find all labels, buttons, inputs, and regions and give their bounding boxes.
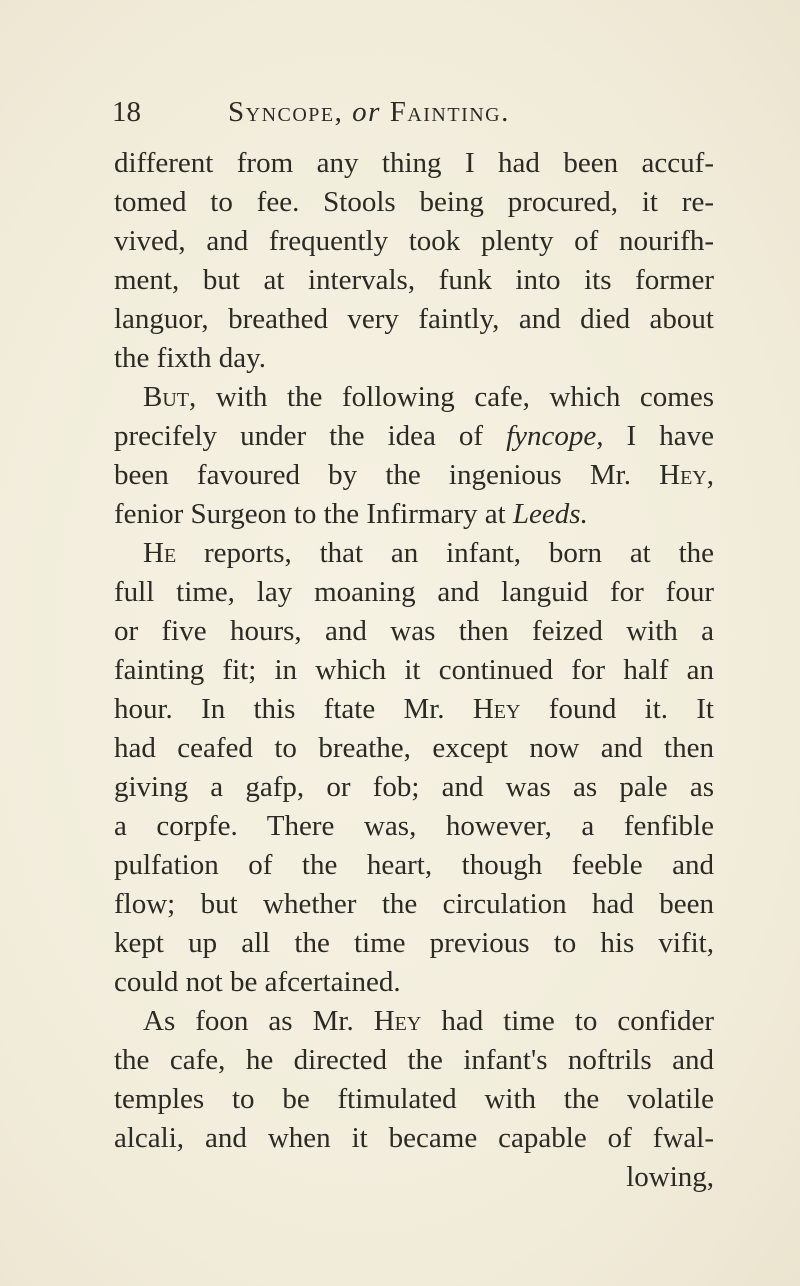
text-line: kept up all the time previous to his vifit, — [114, 927, 714, 959]
text-line: giving a gafp, or fob; and was as pale as — [114, 771, 714, 803]
text-line: had ceafed to breathe, except now and then — [114, 732, 714, 764]
text-line: full time, lay moaning and languid for four — [114, 576, 714, 608]
running-head-part1: Syncope, — [228, 96, 344, 128]
text-line: pulfation of the heart, though feeble and — [114, 849, 714, 881]
small-caps-word: Hey — [472, 693, 521, 725]
small-caps-word: Hey — [373, 1005, 422, 1037]
text-line: languor, breathed very faintly, and died about — [114, 303, 714, 335]
text-line: vived, and frequently took plenty of nourifh- — [114, 225, 714, 257]
text-line: could not be afcertained. — [114, 966, 401, 998]
text-line — [114, 456, 714, 495]
text-line: temples to be ftimulated with the volatile — [114, 1083, 714, 1115]
text-segment: with the following cafe, which comes — [196, 381, 714, 413]
text-segment: I have — [603, 420, 714, 452]
running-head-or: or — [352, 96, 381, 128]
text-line — [114, 378, 714, 417]
running-head-part2: Fainting. — [389, 96, 510, 128]
text-line: alcali, and when it became capable of fwal- — [114, 1122, 714, 1154]
text-segment: been favoured by the ingenious Mr. — [114, 459, 660, 491]
text-segment: reports, that an infant, born at the — [176, 537, 714, 569]
page-number: 18 — [112, 96, 141, 128]
italic-word: Leeds. — [512, 498, 588, 530]
text-line — [114, 1002, 714, 1041]
text-segment: As foon as Mr. — [143, 1005, 374, 1037]
page-header — [112, 96, 712, 136]
catchword: lowing, — [626, 1161, 714, 1193]
text-line — [114, 534, 714, 573]
text-line: a corpfe. There was, however, a fenfible — [114, 810, 714, 842]
text-segment: fenior Surgeon to the Infirmary at — [114, 498, 513, 530]
text-line: fainting fit; in which it continued for half an — [114, 654, 714, 686]
text-segment: found it. It — [520, 693, 714, 725]
text-line: the cafe, he directed the infant's noftrils and — [114, 1044, 714, 1076]
small-caps-word: He — [143, 537, 177, 569]
text-line — [114, 495, 714, 534]
running-head — [228, 96, 510, 129]
text-segment: precifely under the idea of — [114, 420, 507, 452]
body-text — [114, 144, 714, 1197]
italic-word: fyncope, — [506, 420, 604, 452]
text-line: ment, but at intervals, funk into its former — [114, 264, 714, 296]
text-line: flow; but whether the circulation had been — [114, 888, 714, 920]
text-line — [114, 417, 714, 456]
text-line: the fixth day. — [114, 342, 266, 374]
text-segment: hour. In this ftate Mr. — [114, 693, 473, 725]
text-line: or five hours, and was then feized with a — [114, 615, 714, 647]
text-segment: had time to confider — [421, 1005, 714, 1037]
text-line — [114, 690, 714, 729]
text-line: different from any thing I had been accuf- — [114, 147, 714, 179]
text-line: tomed to fee. Stools being procured, it re- — [114, 186, 714, 218]
small-caps-word: But, — [143, 381, 197, 413]
small-caps-word: Hey, — [659, 459, 714, 491]
